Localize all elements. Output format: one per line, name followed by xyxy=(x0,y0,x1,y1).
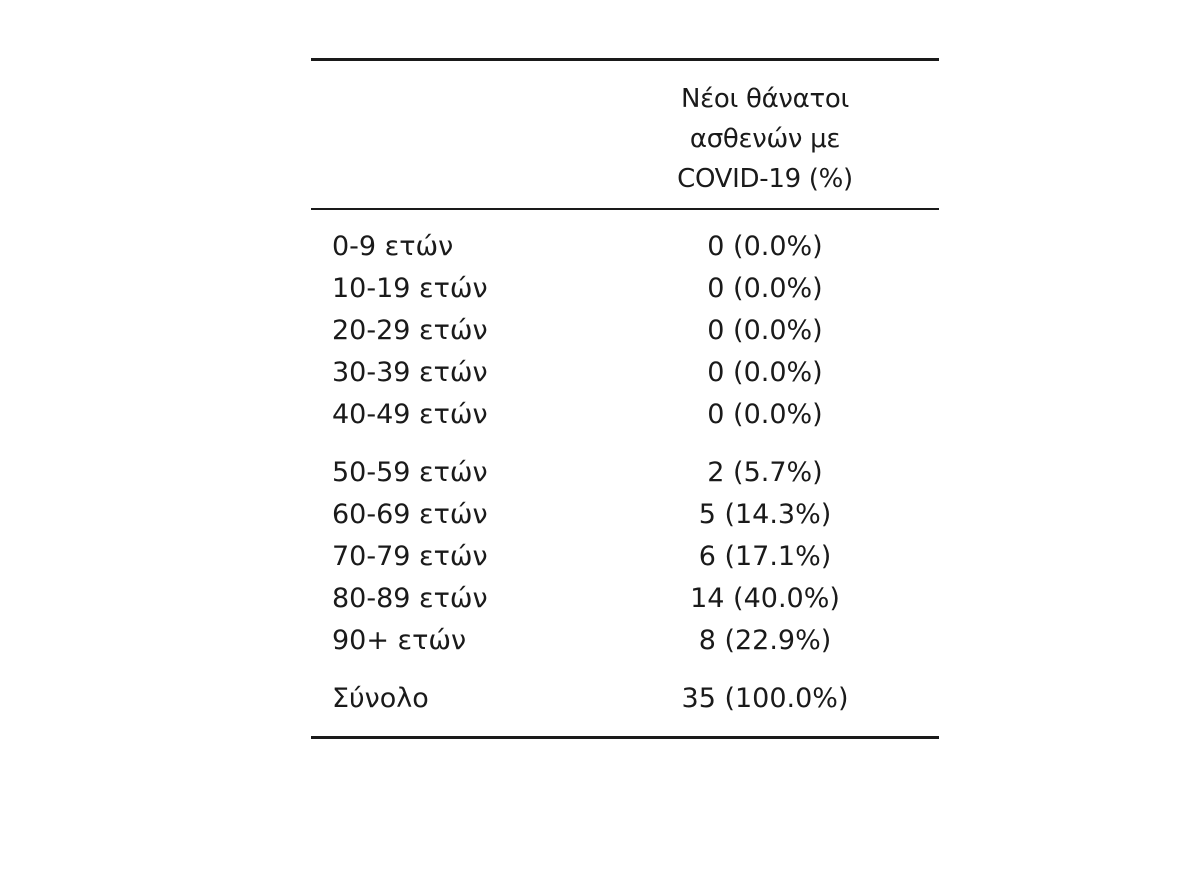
table-body xyxy=(311,210,939,736)
total-label: Σύνολο xyxy=(332,683,429,714)
table-row xyxy=(311,268,939,310)
table-row xyxy=(311,452,939,494)
deaths-value: 5 (14.3%) xyxy=(698,499,832,530)
age-group-label: 30-39 ετών xyxy=(332,357,488,388)
table-row xyxy=(311,620,939,662)
age-group-label: 20-29 ετών xyxy=(332,315,488,346)
deaths-value: 14 (40.0%) xyxy=(690,583,840,614)
column-header-line-2: ασθενών με xyxy=(689,124,841,154)
column-header-new-deaths xyxy=(676,79,854,199)
deaths-by-age-table xyxy=(311,58,939,739)
age-group-label: 60-69 ετών xyxy=(332,499,488,530)
table-row xyxy=(311,578,939,620)
age-group-label: 70-79 ετών xyxy=(332,541,488,572)
age-group-label: 0-9 ετών xyxy=(332,231,454,262)
group-spacer xyxy=(311,436,939,452)
column-header-line-1: Νέοι θάνατοι xyxy=(681,84,849,114)
deaths-value: 0 (0.0%) xyxy=(707,399,823,430)
table-row xyxy=(311,536,939,578)
column-header-line-3: COVID-19 (%) xyxy=(677,164,853,194)
age-group-label: 10-19 ετών xyxy=(332,273,488,304)
age-group-label: 90+ ετών xyxy=(332,625,467,656)
deaths-value: 0 (0.0%) xyxy=(707,315,823,346)
deaths-value: 8 (22.9%) xyxy=(698,625,832,656)
deaths-value: 0 (0.0%) xyxy=(707,231,823,262)
deaths-value: 2 (5.7%) xyxy=(707,457,823,488)
bottom-rule xyxy=(311,736,939,739)
age-group-label: 40-49 ετών xyxy=(332,399,488,430)
table-row-total xyxy=(311,678,939,720)
total-value: 35 (100.0%) xyxy=(681,683,849,714)
table-row xyxy=(311,394,939,436)
deaths-value: 0 (0.0%) xyxy=(707,273,823,304)
table-row xyxy=(311,310,939,352)
table-row xyxy=(311,494,939,536)
deaths-value: 6 (17.1%) xyxy=(698,541,832,572)
group-spacer xyxy=(311,662,939,678)
table-header xyxy=(311,61,939,208)
deaths-value: 0 (0.0%) xyxy=(707,357,823,388)
age-group-label: 50-59 ετών xyxy=(332,457,488,488)
table-row xyxy=(311,352,939,394)
table-row xyxy=(311,226,939,268)
age-group-label: 80-89 ετών xyxy=(332,583,488,614)
